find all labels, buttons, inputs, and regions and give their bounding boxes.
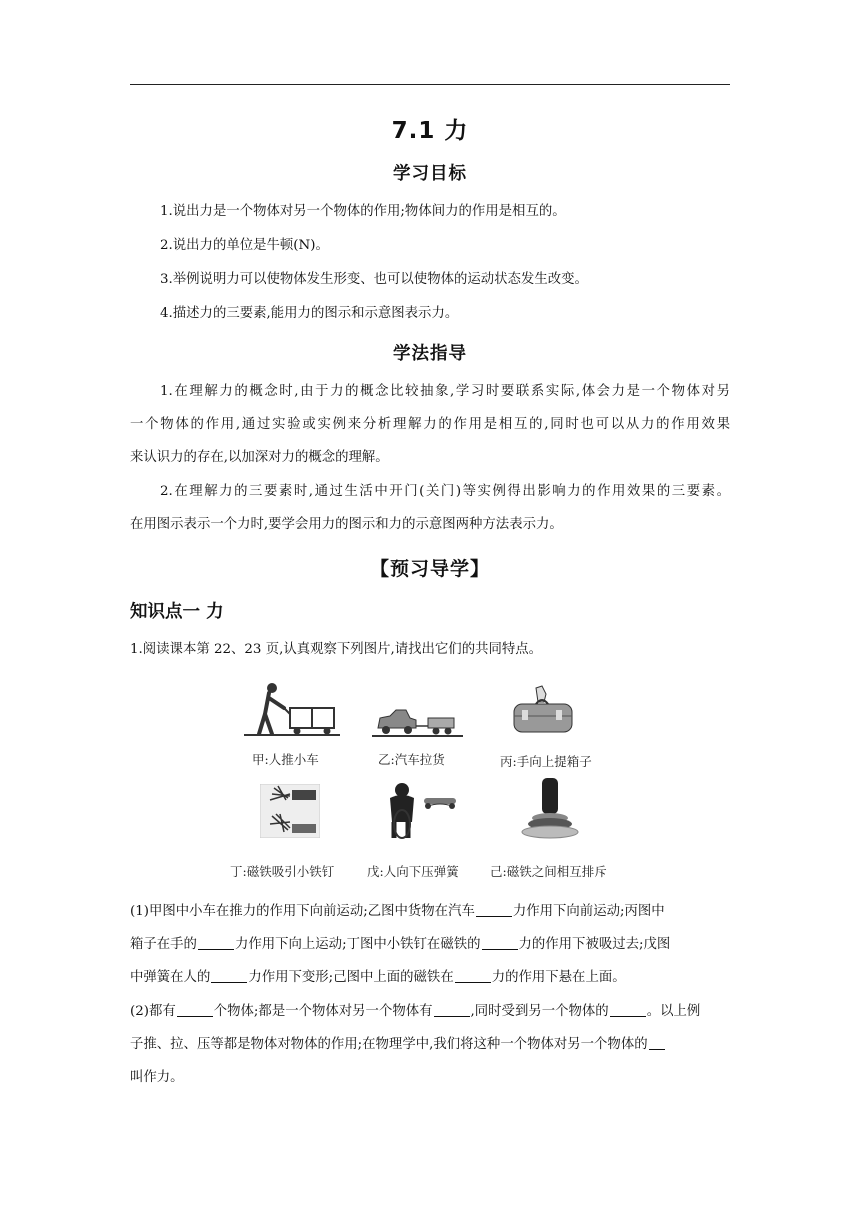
car-pulling-cargo-image <box>370 698 465 740</box>
force-examples-figure <box>230 680 630 880</box>
text-segment: 子推、拉、压等都是物体对物体的作用;在物理学中,我们将这种一个物体对另一个物体的 <box>130 1037 648 1052</box>
text-segment: 叫作力。 <box>130 1070 184 1085</box>
fill-blank[interactable] <box>649 1035 665 1050</box>
sub-question-2-line <box>130 1035 730 1055</box>
fill-blank[interactable] <box>434 1002 470 1017</box>
objective-item: 3.举例说明力可以使物体发生形变、也可以使物体的运动状态发生改变。 <box>160 272 588 287</box>
fill-blank[interactable] <box>198 935 234 950</box>
text-segment: 力作用下变形;己图中上面的磁铁在 <box>248 970 454 985</box>
sub-question-1-line <box>130 902 730 922</box>
hand-lifting-box-image <box>508 684 578 740</box>
sub-question-2-line <box>130 1002 730 1022</box>
objective-item: 1.说出力是一个物体对另一个物体的作用;物体间力的作用是相互的。 <box>160 204 566 219</box>
sub-question-2-line <box>130 1068 730 1088</box>
sub-question-1-line <box>130 968 730 988</box>
preview-heading: 【预习导学】 <box>369 558 490 580</box>
caption-ding: 丁:磁铁吸引小铁钉 <box>230 864 335 879</box>
magnet-attracting-nails-image <box>260 784 320 838</box>
magnets-repelling-image <box>520 778 580 842</box>
text-segment: (2)都有 <box>130 1004 176 1019</box>
person-pressing-spring-image <box>380 780 460 842</box>
text-segment: (1)甲图中小车在推力的作用下向前运动;乙图中货物在汽车 <box>130 904 475 919</box>
text-segment: 力作用下向前运动;丙图中 <box>512 904 665 919</box>
caption-yi: 乙:汽车拉货 <box>378 752 445 767</box>
text-segment: 。以上例 <box>646 1004 701 1019</box>
header-rule <box>130 84 730 85</box>
question-1: 1.阅读课本第 22、23 页,认真观察下列图片,请找出它们的共同特点。 <box>130 642 543 657</box>
guidance-paragraph-line: 在用图示表示一个力时,要学会用力的图示和力的示意图两种方法表示力。 <box>130 517 563 532</box>
fill-blank[interactable] <box>455 968 491 983</box>
caption-bing: 丙:手向上提箱子 <box>500 754 592 769</box>
person-pushing-cart-image <box>242 680 342 740</box>
fill-blank[interactable] <box>211 968 247 983</box>
text-segment: 力作用下向上运动;丁图中小铁钉在磁铁的 <box>234 937 481 952</box>
fill-blank[interactable] <box>482 935 518 950</box>
guidance-paragraph-line: 2.在理解力的三要素时,通过生活中开门(关门)等实例得出影响力的作用效果的三要素。 <box>160 484 730 499</box>
guidance-paragraph-line: 来认识力的存在,以加深对力的概念的理解。 <box>130 450 389 465</box>
lesson-title: 7.1 力 <box>391 118 469 144</box>
guidance-paragraph-line: 1.在理解力的概念时,由于力的概念比较抽象,学习时要联系实际,体会力是一个物体对另 <box>160 384 730 399</box>
text-segment: 个物体;都是一个物体对另一个物体有 <box>213 1004 433 1019</box>
caption-jia: 甲:人推小车 <box>252 752 319 767</box>
text-segment: 力的作用下被吸过去;戊图 <box>518 937 671 952</box>
objective-item: 4.描述力的三要素,能用力的图示和示意图表示力。 <box>160 306 459 321</box>
sub-question-1-line <box>130 935 730 955</box>
text-segment: 力的作用下悬在上面。 <box>491 970 626 985</box>
objective-item: 2.说出力的单位是牛顿(N)。 <box>160 238 329 253</box>
knowledge-point-heading: 知识点一 力 <box>130 602 224 622</box>
objectives-heading: 学习目标 <box>393 164 467 184</box>
fill-blank[interactable] <box>476 902 512 917</box>
caption-wu: 戊:人向下压弹簧 <box>367 864 459 879</box>
text-segment: 中弹簧在人的 <box>130 970 211 985</box>
fill-blank[interactable] <box>610 1002 646 1017</box>
fill-blank[interactable] <box>177 1002 213 1017</box>
text-segment: 箱子在手的 <box>130 937 197 952</box>
text-segment: ,同时受到另一个物体的 <box>470 1004 609 1019</box>
guidance-heading: 学法指导 <box>393 344 467 364</box>
caption-ji: 己:磁铁之间相互排斥 <box>490 864 607 879</box>
guidance-paragraph-line: 一个物体的作用,通过实验或实例来分析理解力的作用是相互的,同时也可以从力的作用效果 <box>130 417 730 432</box>
